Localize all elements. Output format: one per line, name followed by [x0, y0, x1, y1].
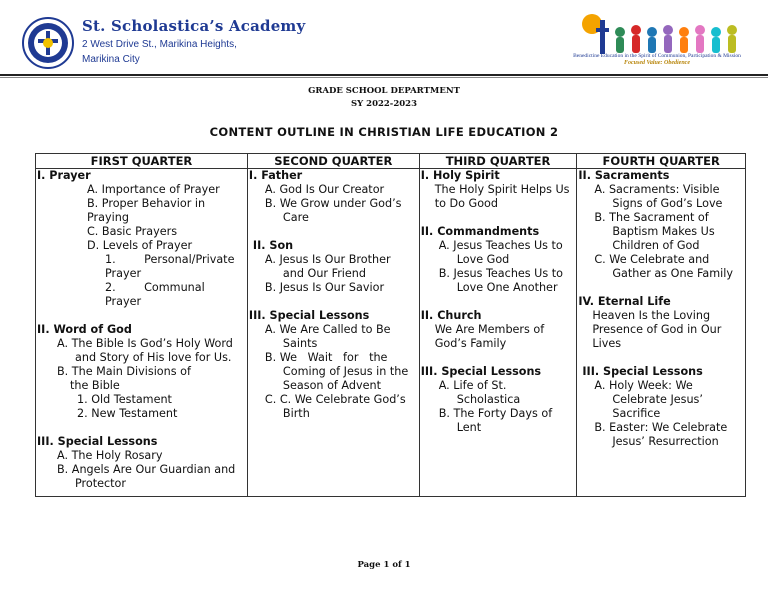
- banner-motto: Benedictine Education in the Spirit of Communion, Participation & Mission: [573, 53, 741, 59]
- header-second-quarter: SECOND QUARTER: [247, 154, 419, 169]
- list-item: D. Levels of Prayer: [87, 239, 193, 252]
- header-fourth-quarter: FOURTH QUARTER: [577, 154, 746, 169]
- letterhead: [0, 0, 768, 76]
- first-quarter-cell: [36, 169, 248, 497]
- list-item: Care: [282, 211, 309, 224]
- list-item: A. Holy Week: We: [594, 379, 693, 392]
- list-item: the Bible: [70, 379, 120, 392]
- section-heading: II. Sacraments: [578, 169, 670, 182]
- header-divider-thin: [0, 77, 768, 78]
- list-item: Birth: [282, 407, 310, 420]
- list-item: Children of God: [612, 239, 700, 252]
- list-item: 2. Communal: [105, 281, 205, 294]
- list-item: Presence of God in Our: [592, 323, 722, 336]
- list-item: Lives: [592, 337, 622, 350]
- list-item: B. The Sacrament of: [594, 211, 709, 224]
- section-heading: III. Special Lessons: [582, 365, 703, 378]
- table-header-row: [36, 154, 746, 169]
- list-item: B. We Wait for the: [264, 351, 388, 364]
- section-heading: I. Holy Spirit: [420, 169, 500, 182]
- section-heading: IV. Eternal Life: [578, 295, 671, 308]
- list-item: to Do Good: [434, 197, 498, 210]
- list-item: A. The Bible Is God’s Holy Word: [57, 337, 233, 350]
- list-item: Coming of Jesus in the: [282, 365, 409, 378]
- list-item: Prayer: [105, 267, 142, 280]
- school-seal-logo: [22, 17, 74, 69]
- document-title: CONTENT OUTLINE IN CHRISTIAN LIFE EDUCATION 2: [209, 125, 559, 139]
- list-item: 1. Personal/Private: [105, 253, 235, 266]
- list-item: B. Jesus Is Our Savior: [264, 281, 385, 294]
- list-item: Love God: [456, 253, 510, 266]
- list-item: Sacrifice: [612, 407, 661, 420]
- list-item: Protector: [75, 477, 126, 490]
- list-item: and Our Friend: [282, 267, 366, 280]
- list-item: Scholastica: [456, 393, 521, 406]
- list-item: Baptism Makes Us: [612, 225, 715, 238]
- list-item: C. Basic Prayers: [87, 225, 178, 238]
- page-number: Page 1 of 1: [357, 560, 411, 570]
- section-heading: II. Son: [252, 239, 294, 252]
- address-line-1: 2 West Drive St., Marikina Heights,: [82, 39, 237, 50]
- address-line-2: Marikina City: [82, 54, 140, 65]
- fourth-quarter-cell: [577, 169, 746, 497]
- list-item: Celebrate Jesus’: [612, 393, 703, 406]
- header-third-quarter: THIRD QUARTER: [419, 154, 577, 169]
- list-item: C. C. We Celebrate God’s: [264, 393, 406, 406]
- header-first-quarter: FIRST QUARTER: [36, 154, 248, 169]
- list-item: A. Importance of Prayer: [87, 183, 220, 196]
- list-item: A. The Holy Rosary: [57, 449, 163, 462]
- school-name: St. Scholastica’s Academy: [82, 17, 306, 35]
- list-item: B. The Main Divisions of: [57, 365, 191, 378]
- section-heading: III. Special Lessons: [248, 309, 370, 322]
- list-item: Heaven Is the Loving: [592, 309, 711, 322]
- list-item: Signs of God’s Love: [612, 197, 723, 210]
- banner-focused-value: Focused Value: Obedience: [624, 60, 690, 66]
- school-year-label: SY 2022-2023: [350, 99, 417, 109]
- section-heading: I. Prayer: [37, 169, 91, 182]
- section-heading: III. Special Lessons: [37, 435, 158, 448]
- list-item: We Are Members of: [434, 323, 545, 336]
- department-label: GRADE SCHOOL DEPARTMENT: [308, 86, 460, 96]
- list-item: B. Jesus Teaches Us to: [438, 267, 563, 280]
- header-divider: [0, 74, 768, 76]
- list-item: A. We Are Called to Be: [264, 323, 391, 336]
- list-item: B. Easter: We Celebrate: [594, 421, 728, 434]
- list-item: Season of Advent: [282, 379, 381, 392]
- list-item: Saints: [282, 337, 318, 350]
- list-item: and Story of His love for Us.: [75, 351, 232, 364]
- list-item: B. The Forty Days of: [438, 407, 553, 420]
- list-item: A. God Is Our Creator: [264, 183, 385, 196]
- list-item: Love One Another: [456, 281, 558, 294]
- section-heading: III. Special Lessons: [420, 365, 542, 378]
- list-item: Praying: [87, 211, 129, 224]
- list-item: A. Sacraments: Visible: [594, 183, 720, 196]
- list-item: B. Angels Are Our Guardian and: [57, 463, 236, 476]
- section-heading: II. Church: [420, 309, 482, 322]
- section-heading: I. Father: [248, 169, 303, 182]
- list-item: God’s Family: [434, 337, 507, 350]
- list-item: A. Jesus Teaches Us to: [438, 239, 563, 252]
- list-item: C. We Celebrate and: [594, 253, 710, 266]
- third-quarter-cell: [419, 169, 577, 497]
- list-item: A. Jesus Is Our Brother: [264, 253, 391, 266]
- list-item: Jesus’ Resurrection: [612, 435, 719, 448]
- section-heading: II. Commandments: [420, 225, 540, 238]
- list-item: A. Life of St.: [438, 379, 507, 392]
- table-row: [36, 169, 746, 497]
- second-quarter-cell: [247, 169, 419, 497]
- list-item: The Holy Spirit Helps Us: [434, 183, 570, 196]
- list-item: 2. New Testament: [77, 407, 178, 420]
- list-item: B. We Grow under God’s: [264, 197, 402, 210]
- list-item: Gather as One Family: [612, 267, 733, 280]
- list-item: B. Proper Behavior in: [87, 197, 206, 210]
- section-heading: II. Word of God: [37, 323, 132, 336]
- list-item: Lent: [456, 421, 482, 434]
- content-outline-table: [35, 153, 746, 497]
- list-item: 1. Old Testament: [77, 393, 172, 406]
- list-item: Prayer: [105, 295, 142, 308]
